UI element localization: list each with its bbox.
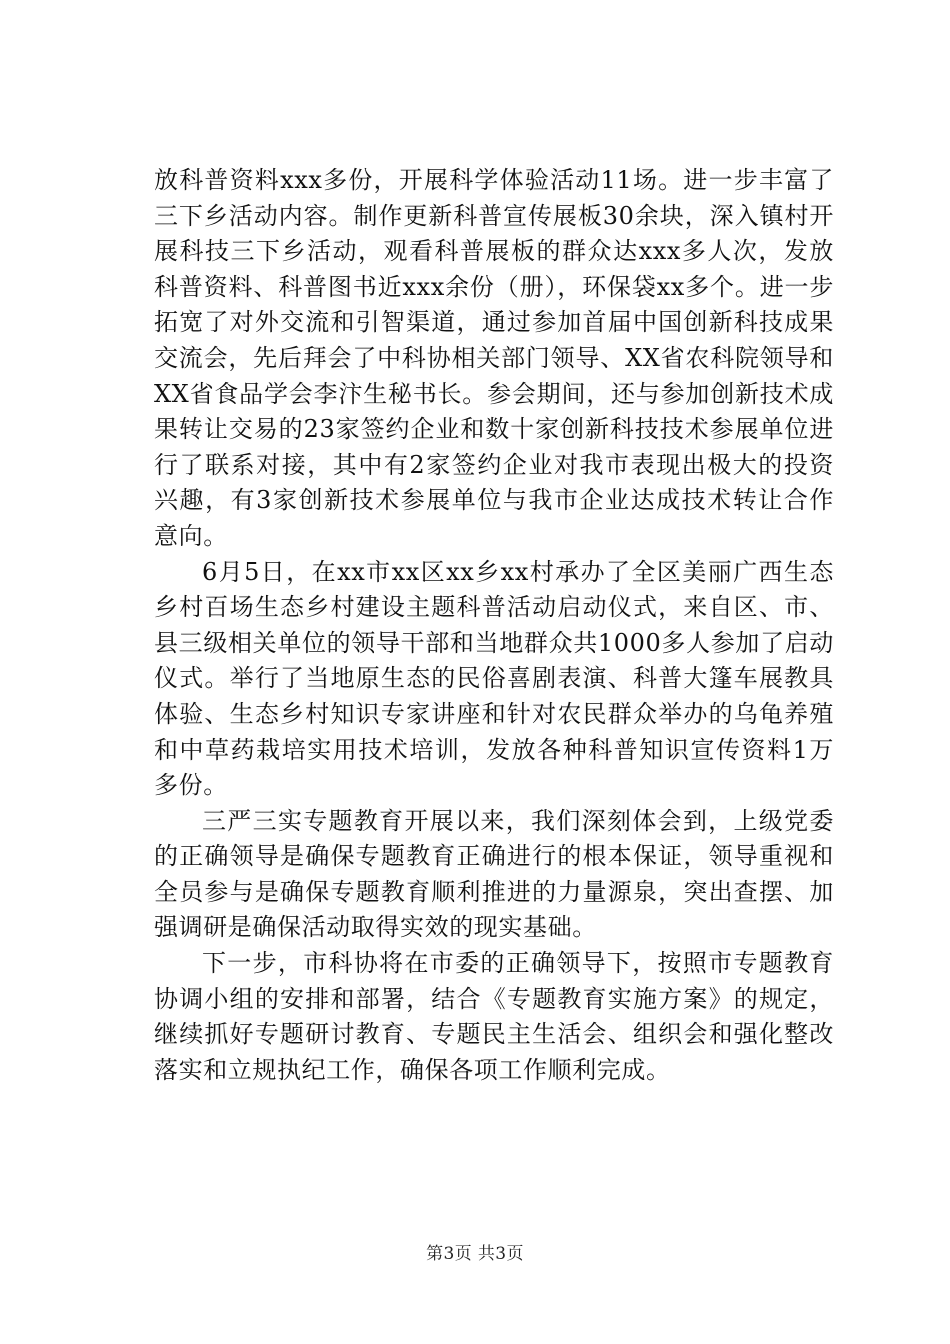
- paragraph-4: 下一步，市科协将在市委的正确领导下，按照市专题教育协调小组的安排和部署，结合《专题教育实施方案》的规定，继续抓好专题研讨教育、专题民主生活会、组织会和强化整改落实和立规执纪工作，确保各项工作顺利完成。: [154, 949, 834, 1084]
- paragraph-1: 放科普资料xxx多份，开展科学体验活动11场。进一步丰富了三下乡活动内容。制作更新科普宣传展板30余块，深入镇村开展科技三下乡活动，观看科普展板的群众达xxx多人次，发放科普资料、科普图书近xxx余份（册），环保袋xx多个。进一步拓宽了对外交流和引智渠道，通过参加首届中国创新科技成果交流会，先后拜会了中科协相关部门领导、XX省农科院领导和XX省食品学会李汴生秘书长。参会期间，还与参加创新技术成果转让交易的23家签约企业和数十家创新科技技术参展单位进行了联系对接，其中有2家签约企业对我市表现出极大的投资兴趣，有3家创新技术参展单位与我市企业达成技术转让合作意向。: [154, 166, 834, 550]
- page-number-label: 第3页 共3页: [426, 1244, 524, 1264]
- paragraph-2: 6月5日，在xx市xx区xx乡xx村承办了全区美丽广西生态乡村百场生态乡村建设主题科普活动启动仪式，来自区、市、县三级相关单位的领导干部和当地群众共1000多人参加了启动仪式。举行了当地原生态的民俗喜剧表演、科普大篷车展教具体验、生态乡村知识专家讲座和针对农民群众举办的乌龟养殖和中草药栽培实用技术培训，发放各种科普知识宣传资料1万多份。: [154, 557, 834, 800]
- document-body: [154, 163, 834, 1088]
- page-footer: [0, 1243, 950, 1265]
- paragraph-3: 三严三实专题教育开展以来，我们深刻体会到，上级党委的正确领导是确保专题教育正确进行的根本保证，领导重视和全员参与是确保专题教育顺利推进的力量源泉，突出查摆、加强调研是确保活动取得实效的现实基础。: [154, 806, 834, 942]
